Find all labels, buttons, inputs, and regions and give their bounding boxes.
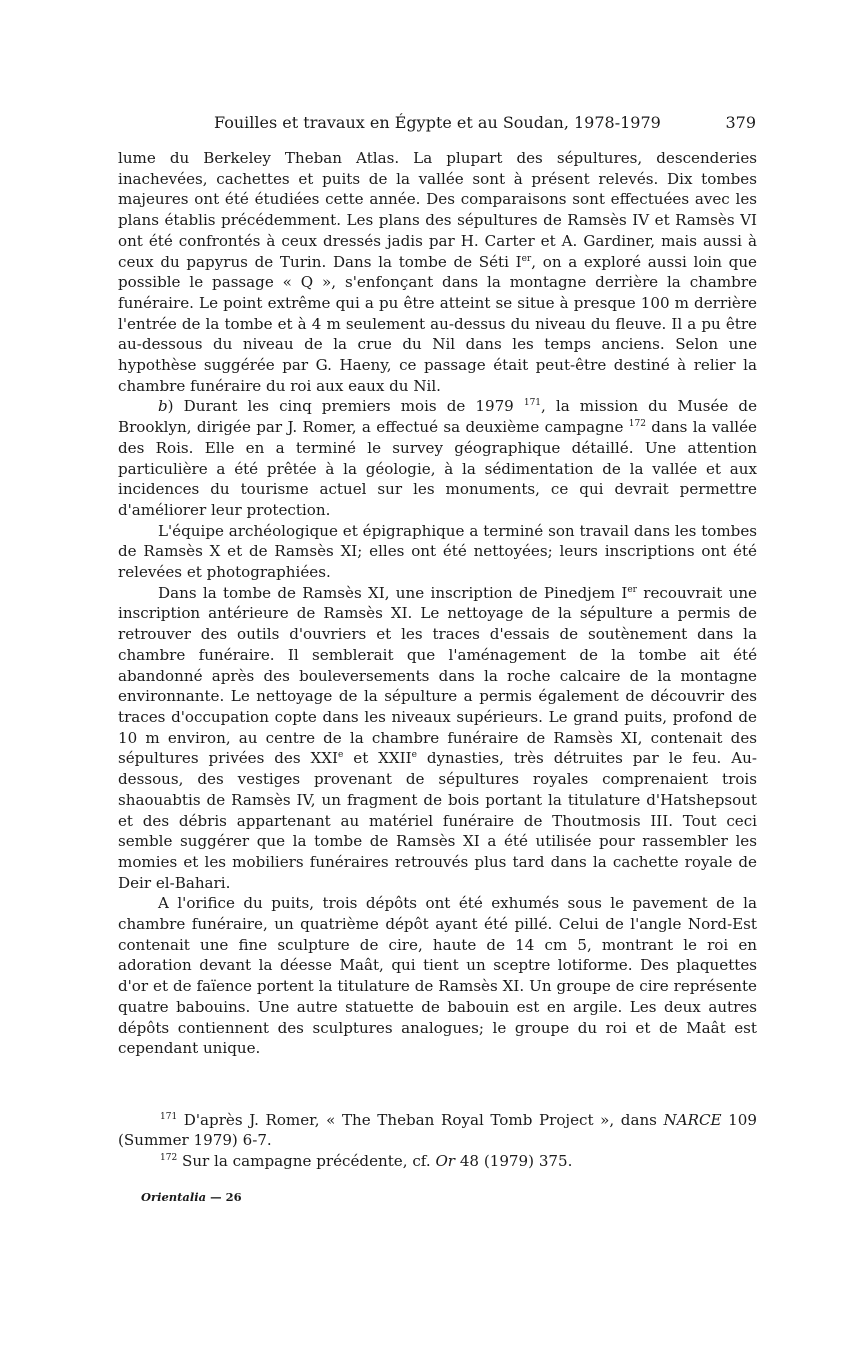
paragraph (118, 893, 757, 1059)
paragraph (118, 396, 757, 520)
text-run: Sur la campagne précédente, cf. (177, 1151, 436, 1170)
text-run: recouvrait une inscription antérieure de Ramsès XI. Le nettoyage de la sépulture a permis de retrouver des outils d'ouvriers et les traces d'essais de soutènement dans la chambre funéraire. Il semblerait que l'aménagement de la tombe ait été abandonné après des bouleversements dans la roche calcaire de la montagne environnante. Le nettoyage de la sépulture a permis également de découvrir des traces d'occupation copte dans les niveaux supérieurs. Le grand puits, profond de 10 m environ, au centre de la chambre funéraire de Ramsès XI, contenait des sépultures privées des XXI (118, 583, 757, 768)
text-run: 109 (Summer 1979) 6-7. (118, 1111, 757, 1150)
journal-name: Orientalia (141, 1190, 207, 1204)
text-run: A l'orifice du puits, trois dépôts ont été exhumés sous le pavement de la chambre funéraire, un quatrième dépôt ayant été pillé. Celui de l'angle Nord-Est contenait une fine sculpture de cire, haute de 14 cm 5, montrant le roi en adoration devant la déesse Maât, qui tient un sceptre lotiforme. Des plaquettes d'or et de faïence portent la titulature de Ramsès XI. Un groupe de cire représente quatre babouins. Une autre statuette de babouin est en argile. Les deux autres dépôts contiennent des sculptures analogues; le groupe du roi et de Maât est cependant unique. (118, 894, 757, 1058)
italic-text: Or (435, 1151, 456, 1170)
text-run: , la mission du Musée de Brooklyn, dirigée par J. Romer, a effectué sa deuxième campagne (118, 397, 757, 437)
superscript: 172 (628, 419, 646, 430)
text-run: et XXII (343, 749, 412, 768)
body-text (118, 148, 757, 1059)
paragraph (118, 583, 757, 894)
superscript: 172 (160, 1152, 178, 1163)
journal-sheet-number: 26 (225, 1190, 242, 1204)
paragraph (118, 148, 757, 396)
superscript: e (411, 750, 417, 761)
superscript: e (338, 750, 344, 761)
running-title: Fouilles et travaux en Égypte et au Soudan, 1978-1979 (214, 113, 661, 132)
superscript: 171 (523, 398, 542, 409)
text-run: , on a exploré aussi loin que possible le passage « Q », s'enfonçant dans la montagne derrière la chambre funéraire. Le point extrême qui a pu être atteint se situe à presque 100 m derrière l'entrée de la tombe et à 4 m seulement au-dessus du niveau du fleuve. Il a pu être au-dessous du niveau de la crue du Nil dans les temps anciens. Selon une hypothèse suggérée par G. Haeny, ce passage était peut-être destiné à relier la chambre funéraire du roi aux eaux du Nil. (118, 252, 757, 395)
text-run: Dans la tombe de Ramsès XI, une inscription de Pinedjem I (158, 583, 628, 602)
italic-text: b (158, 397, 168, 416)
text-run: 48 (1979) 375. (455, 1151, 573, 1170)
text-run: lume du Berkeley Theban Atlas. La plupart des sépultures, descenderies inachevées, cachettes et puits de la vallée sont à présent relevés. Dix tombes majeures ont été étudiées cette année. Des comparaisons sont effectuées avec les plans établis précédemment. Les plans des sépultures de Ramsès IV et Ramsès VI ont été confrontés à ceux dressés jadis par H. Carter et A. Gardiner, mais aussi à ceux du papyrus de Turin. Dans la tombe de Séti I (118, 149, 757, 271)
superscript: er (627, 584, 637, 595)
footnote (118, 1110, 757, 1151)
text-run: dynasties, très détruites par le feu. Au-dessous, des vestiges provenant de sépultures royales comprenaient trois shaouabtis de Ramsès IV, un fragment de bois portant la titulature d'Hatshepsout et des débris appartenant au matériel funéraire de Thoutmosis III. Tout ceci semble suggérer que la tombe de Ramsès XI a été utilisée pour rassembler les momies et les mobiliers funéraires retrouvés plus tard dans la cachette royale de Deir el-Bahari. (118, 749, 757, 892)
paragraph (118, 521, 757, 583)
superscript: er (521, 253, 532, 264)
footnote (118, 1151, 757, 1171)
superscript: 171 (160, 1112, 178, 1122)
text-run: dans la vallée des Rois. Elle en a terminé le survey géographique détaillé. Une attention particulière a été prêtée à la géologie, à la sédimentation de la vallée et aux incidences du tourisme actuel sur les monuments, ce qui devrait permettre d'améliorer leur protection. (118, 418, 757, 519)
footnotes (118, 1110, 757, 1171)
text-run: ) Durant les cinq premiers mois de 1979 (167, 397, 524, 416)
italic-text: NARCE (663, 1111, 722, 1129)
page-number: 379 (725, 113, 756, 132)
journal-signature (141, 1190, 242, 1204)
journal-separator: — (206, 1190, 226, 1204)
text-run: D'après J. Romer, « The Theban Royal Tomb Project », dans (177, 1111, 664, 1129)
text-run: L'équipe archéologique et épigraphique a terminé son travail dans les tombes de Ramsès X et de Ramsès XI; elles ont été nettoyées; leurs inscriptions ont été relevées et photographiées. (118, 521, 757, 582)
